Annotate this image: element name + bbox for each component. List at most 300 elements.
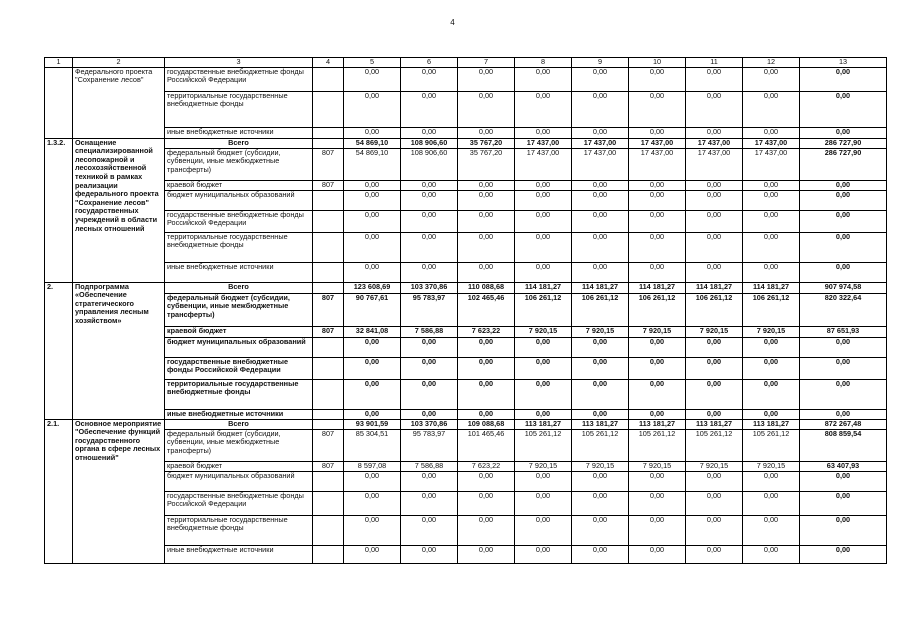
total-cell: 0,00 bbox=[800, 409, 887, 419]
amount-cell: 0,00 bbox=[743, 180, 800, 190]
amount-cell: 35 767,20 bbox=[458, 148, 515, 180]
total-cell: 872 267,48 bbox=[800, 419, 887, 429]
amount-cell: 7 920,15 bbox=[515, 326, 572, 337]
amount-cell: 0,00 bbox=[572, 127, 629, 138]
funding-source-cell: краевой бюджет bbox=[165, 326, 313, 337]
column-number-header: 13 bbox=[800, 58, 887, 68]
amount-cell: 54 869,10 bbox=[344, 148, 401, 180]
funding-source-cell: государственные внебюджетные фонды Российской Федерации bbox=[165, 210, 313, 232]
amount-cell: 7 920,15 bbox=[572, 326, 629, 337]
admin-code-cell: 807 bbox=[313, 429, 344, 461]
amount-cell: 32 841,08 bbox=[344, 326, 401, 337]
amount-cell: 17 437,00 bbox=[629, 148, 686, 180]
table-row bbox=[45, 419, 887, 429]
funding-source-cell: федеральный бюджет (субсидии, субвенции, иные межбюджетные трансферты) bbox=[165, 429, 313, 461]
amount-cell: 103 370,86 bbox=[401, 282, 458, 293]
total-cell: 808 859,54 bbox=[800, 429, 887, 461]
funding-source-cell: государственные внебюджетные фонды Российской Федерации bbox=[165, 491, 313, 515]
amount-cell: 0,00 bbox=[344, 409, 401, 419]
amount-cell: 0,00 bbox=[572, 337, 629, 357]
amount-cell: 0,00 bbox=[401, 127, 458, 138]
admin-code-cell bbox=[313, 190, 344, 210]
amount-cell: 17 437,00 bbox=[629, 138, 686, 148]
amount-cell: 108 906,60 bbox=[401, 138, 458, 148]
amount-cell: 114 181,27 bbox=[629, 282, 686, 293]
amount-cell: 85 304,51 bbox=[344, 429, 401, 461]
item-name-cell: Оснащение специализированной лесопожарной и лесохозяйственной техникой в рамках реализации федерального проекта "Сохранение лесов" государственных учреждений в области лесных отношений bbox=[73, 138, 165, 282]
amount-cell: 17 437,00 bbox=[572, 148, 629, 180]
table-row bbox=[45, 138, 887, 148]
funding-source-cell: территориальные государственные внебюджетные фонды bbox=[165, 232, 313, 262]
amount-cell: 0,00 bbox=[515, 515, 572, 545]
table-row bbox=[45, 379, 887, 409]
admin-code-cell bbox=[313, 67, 344, 91]
funding-source-cell: Всего bbox=[165, 282, 313, 293]
admin-code-cell bbox=[313, 491, 344, 515]
amount-cell: 0,00 bbox=[458, 232, 515, 262]
table-row bbox=[45, 91, 887, 127]
amount-cell: 105 261,12 bbox=[572, 429, 629, 461]
amount-cell: 0,00 bbox=[458, 127, 515, 138]
funding-source-cell: Всего bbox=[165, 419, 313, 429]
funding-source-cell: федеральный бюджет (субсидии, субвенции, иные межбюджетные трансферты) bbox=[165, 293, 313, 326]
amount-cell: 0,00 bbox=[572, 545, 629, 563]
amount-cell: 0,00 bbox=[572, 515, 629, 545]
amount-cell: 0,00 bbox=[629, 491, 686, 515]
amount-cell: 0,00 bbox=[743, 127, 800, 138]
total-cell: 286 727,90 bbox=[800, 148, 887, 180]
funding-source-cell: территориальные государственные внебюджетные фонды bbox=[165, 379, 313, 409]
amount-cell: 0,00 bbox=[629, 357, 686, 379]
funding-source-cell: иные внебюджетные источники bbox=[165, 262, 313, 282]
amount-cell: 17 437,00 bbox=[515, 148, 572, 180]
amount-cell: 0,00 bbox=[401, 471, 458, 491]
amount-cell: 0,00 bbox=[743, 357, 800, 379]
amount-cell: 17 437,00 bbox=[743, 138, 800, 148]
amount-cell: 0,00 bbox=[629, 180, 686, 190]
amount-cell: 113 181,27 bbox=[686, 419, 743, 429]
amount-cell: 0,00 bbox=[572, 232, 629, 262]
amount-cell: 95 783,97 bbox=[401, 429, 458, 461]
amount-cell: 114 181,27 bbox=[743, 282, 800, 293]
table-row bbox=[45, 293, 887, 326]
amount-cell: 0,00 bbox=[629, 409, 686, 419]
amount-cell: 35 767,20 bbox=[458, 138, 515, 148]
amount-cell: 0,00 bbox=[686, 180, 743, 190]
amount-cell: 106 261,12 bbox=[743, 293, 800, 326]
amount-cell: 0,00 bbox=[344, 91, 401, 127]
total-cell: 0,00 bbox=[800, 67, 887, 91]
amount-cell: 0,00 bbox=[344, 127, 401, 138]
amount-cell: 114 181,27 bbox=[686, 282, 743, 293]
amount-cell: 0,00 bbox=[344, 515, 401, 545]
amount-cell: 0,00 bbox=[515, 337, 572, 357]
table-row bbox=[45, 232, 887, 262]
total-cell: 0,00 bbox=[800, 127, 887, 138]
amount-cell: 0,00 bbox=[572, 471, 629, 491]
item-number-cell: 2. bbox=[45, 282, 73, 419]
table-row bbox=[45, 515, 887, 545]
amount-cell: 0,00 bbox=[572, 91, 629, 127]
amount-cell: 0,00 bbox=[572, 491, 629, 515]
amount-cell: 0,00 bbox=[743, 232, 800, 262]
amount-cell: 113 181,27 bbox=[572, 419, 629, 429]
funding-source-cell: территориальные государственные внебюджетные фонды bbox=[165, 515, 313, 545]
amount-cell: 106 261,12 bbox=[629, 293, 686, 326]
amount-cell: 0,00 bbox=[629, 515, 686, 545]
amount-cell: 0,00 bbox=[515, 127, 572, 138]
funding-source-cell: территориальные государственные внебюджетные фонды bbox=[165, 91, 313, 127]
table-row bbox=[45, 491, 887, 515]
amount-cell: 7 623,22 bbox=[458, 326, 515, 337]
amount-cell: 17 437,00 bbox=[686, 138, 743, 148]
amount-cell: 0,00 bbox=[401, 67, 458, 91]
amount-cell: 0,00 bbox=[572, 357, 629, 379]
amount-cell: 17 437,00 bbox=[572, 138, 629, 148]
amount-cell: 0,00 bbox=[743, 91, 800, 127]
funding-source-cell: Всего bbox=[165, 138, 313, 148]
amount-cell: 0,00 bbox=[458, 91, 515, 127]
amount-cell: 0,00 bbox=[401, 210, 458, 232]
amount-cell: 0,00 bbox=[686, 471, 743, 491]
amount-cell: 114 181,27 bbox=[572, 282, 629, 293]
amount-cell: 0,00 bbox=[629, 232, 686, 262]
admin-code-cell: 807 bbox=[313, 293, 344, 326]
amount-cell: 0,00 bbox=[572, 210, 629, 232]
amount-cell: 0,00 bbox=[515, 190, 572, 210]
amount-cell: 0,00 bbox=[629, 471, 686, 491]
page-number: 4 bbox=[450, 18, 455, 27]
total-cell: 0,00 bbox=[800, 357, 887, 379]
total-cell: 63 407,93 bbox=[800, 461, 887, 471]
table-body bbox=[45, 58, 887, 564]
amount-cell: 0,00 bbox=[515, 379, 572, 409]
amount-cell: 0,00 bbox=[401, 491, 458, 515]
amount-cell: 0,00 bbox=[344, 491, 401, 515]
amount-cell: 0,00 bbox=[629, 262, 686, 282]
amount-cell: 114 181,27 bbox=[515, 282, 572, 293]
column-number-header: 3 bbox=[165, 58, 313, 68]
amount-cell: 0,00 bbox=[458, 379, 515, 409]
admin-code-cell bbox=[313, 282, 344, 293]
total-cell: 0,00 bbox=[800, 337, 887, 357]
amount-cell: 0,00 bbox=[401, 190, 458, 210]
column-number-header: 1 bbox=[45, 58, 73, 68]
amount-cell: 0,00 bbox=[743, 471, 800, 491]
admin-code-cell bbox=[313, 419, 344, 429]
total-cell: 0,00 bbox=[800, 262, 887, 282]
amount-cell: 0,00 bbox=[686, 491, 743, 515]
amount-cell: 0,00 bbox=[344, 190, 401, 210]
amount-cell: 7 623,22 bbox=[458, 461, 515, 471]
admin-code-cell bbox=[313, 138, 344, 148]
funding-source-cell: государственные внебюджетные фонды Российской Федерации bbox=[165, 67, 313, 91]
amount-cell: 105 261,12 bbox=[743, 429, 800, 461]
amount-cell: 0,00 bbox=[515, 67, 572, 91]
table-row bbox=[45, 180, 887, 190]
column-number-header: 10 bbox=[629, 58, 686, 68]
table-row bbox=[45, 127, 887, 138]
item-number-cell: 2.1. bbox=[45, 419, 73, 563]
amount-cell: 7 920,15 bbox=[686, 461, 743, 471]
table-row bbox=[45, 357, 887, 379]
amount-cell: 0,00 bbox=[686, 515, 743, 545]
admin-code-cell: 807 bbox=[313, 180, 344, 190]
amount-cell: 0,00 bbox=[629, 210, 686, 232]
amount-cell: 0,00 bbox=[458, 409, 515, 419]
amount-cell: 0,00 bbox=[743, 67, 800, 91]
table-row bbox=[45, 545, 887, 563]
amount-cell: 0,00 bbox=[515, 180, 572, 190]
amount-cell: 8 597,08 bbox=[344, 461, 401, 471]
column-number-header: 8 bbox=[515, 58, 572, 68]
amount-cell: 0,00 bbox=[572, 409, 629, 419]
amount-cell: 95 783,97 bbox=[401, 293, 458, 326]
funding-source-cell: бюджет муниципальных образований bbox=[165, 471, 313, 491]
table-row bbox=[45, 262, 887, 282]
amount-cell: 0,00 bbox=[401, 515, 458, 545]
amount-cell: 0,00 bbox=[515, 262, 572, 282]
amount-cell: 0,00 bbox=[743, 491, 800, 515]
amount-cell: 0,00 bbox=[344, 180, 401, 190]
amount-cell: 108 906,60 bbox=[401, 148, 458, 180]
amount-cell: 0,00 bbox=[515, 232, 572, 262]
amount-cell: 0,00 bbox=[401, 91, 458, 127]
amount-cell: 0,00 bbox=[344, 210, 401, 232]
amount-cell: 102 465,46 bbox=[458, 293, 515, 326]
amount-cell: 0,00 bbox=[743, 379, 800, 409]
total-cell: 820 322,64 bbox=[800, 293, 887, 326]
amount-cell: 17 437,00 bbox=[743, 148, 800, 180]
amount-cell: 0,00 bbox=[401, 262, 458, 282]
amount-cell: 0,00 bbox=[572, 190, 629, 210]
admin-code-cell: 807 bbox=[313, 326, 344, 337]
amount-cell: 0,00 bbox=[344, 262, 401, 282]
amount-cell: 110 088,68 bbox=[458, 282, 515, 293]
amount-cell: 7 920,15 bbox=[686, 326, 743, 337]
amount-cell: 106 261,12 bbox=[572, 293, 629, 326]
amount-cell: 0,00 bbox=[686, 545, 743, 563]
admin-code-cell bbox=[313, 357, 344, 379]
amount-cell: 0,00 bbox=[686, 210, 743, 232]
amount-cell: 0,00 bbox=[401, 357, 458, 379]
amount-cell: 0,00 bbox=[458, 545, 515, 563]
amount-cell: 0,00 bbox=[572, 262, 629, 282]
amount-cell: 0,00 bbox=[515, 409, 572, 419]
amount-cell: 7 920,15 bbox=[629, 326, 686, 337]
amount-cell: 0,00 bbox=[686, 262, 743, 282]
amount-cell: 0,00 bbox=[515, 210, 572, 232]
amount-cell: 0,00 bbox=[458, 337, 515, 357]
table-row bbox=[45, 190, 887, 210]
amount-cell: 0,00 bbox=[572, 180, 629, 190]
amount-cell: 0,00 bbox=[344, 337, 401, 357]
admin-code-cell bbox=[313, 409, 344, 419]
amount-cell: 0,00 bbox=[743, 210, 800, 232]
item-number-cell bbox=[45, 67, 73, 138]
amount-cell: 0,00 bbox=[458, 491, 515, 515]
funding-source-cell: иные внебюджетные источники bbox=[165, 545, 313, 563]
item-name-cell: Основное мероприятие "Обеспечение функций государственного органа в сфере лесных отношений" bbox=[73, 419, 165, 563]
total-cell: 0,00 bbox=[800, 379, 887, 409]
amount-cell: 0,00 bbox=[629, 337, 686, 357]
column-number-header: 12 bbox=[743, 58, 800, 68]
amount-cell: 0,00 bbox=[686, 337, 743, 357]
column-number-header: 9 bbox=[572, 58, 629, 68]
amount-cell: 17 437,00 bbox=[515, 138, 572, 148]
amount-cell: 93 901,59 bbox=[344, 419, 401, 429]
admin-code-cell bbox=[313, 337, 344, 357]
amount-cell: 0,00 bbox=[629, 545, 686, 563]
admin-code-cell bbox=[313, 471, 344, 491]
amount-cell: 0,00 bbox=[458, 67, 515, 91]
total-cell: 0,00 bbox=[800, 190, 887, 210]
amount-cell: 0,00 bbox=[629, 91, 686, 127]
admin-code-cell bbox=[313, 515, 344, 545]
admin-code-cell bbox=[313, 545, 344, 563]
total-cell: 286 727,90 bbox=[800, 138, 887, 148]
amount-cell: 106 261,12 bbox=[686, 293, 743, 326]
amount-cell: 0,00 bbox=[344, 379, 401, 409]
table-row bbox=[45, 326, 887, 337]
column-number-header: 5 bbox=[344, 58, 401, 68]
amount-cell: 0,00 bbox=[686, 190, 743, 210]
total-cell: 87 651,93 bbox=[800, 326, 887, 337]
funding-source-cell: бюджет муниципальных образований bbox=[165, 190, 313, 210]
amount-cell: 7 920,15 bbox=[629, 461, 686, 471]
amount-cell: 90 767,61 bbox=[344, 293, 401, 326]
amount-cell: 7 920,15 bbox=[743, 326, 800, 337]
amount-cell: 113 181,27 bbox=[629, 419, 686, 429]
admin-code-cell bbox=[313, 262, 344, 282]
amount-cell: 0,00 bbox=[458, 190, 515, 210]
table-row bbox=[45, 429, 887, 461]
column-number-header: 11 bbox=[686, 58, 743, 68]
amount-cell: 7 586,88 bbox=[401, 461, 458, 471]
amount-cell: 106 261,12 bbox=[515, 293, 572, 326]
amount-cell: 0,00 bbox=[686, 409, 743, 419]
amount-cell: 0,00 bbox=[458, 262, 515, 282]
admin-code-cell bbox=[313, 379, 344, 409]
funding-source-cell: бюджет муниципальных образований bbox=[165, 337, 313, 357]
amount-cell: 113 181,27 bbox=[743, 419, 800, 429]
amount-cell: 0,00 bbox=[686, 379, 743, 409]
amount-cell: 0,00 bbox=[629, 379, 686, 409]
total-cell: 0,00 bbox=[800, 232, 887, 262]
column-number-header: 4 bbox=[313, 58, 344, 68]
amount-cell: 0,00 bbox=[629, 67, 686, 91]
amount-cell: 0,00 bbox=[458, 210, 515, 232]
item-name-cell: Подпрограмма «Обеспечение стратегического управления лесным хозяйством» bbox=[73, 282, 165, 419]
amount-cell: 0,00 bbox=[743, 515, 800, 545]
column-number-header: 7 bbox=[458, 58, 515, 68]
total-cell: 907 974,58 bbox=[800, 282, 887, 293]
amount-cell: 0,00 bbox=[344, 545, 401, 563]
admin-code-cell: 807 bbox=[313, 461, 344, 471]
amount-cell: 0,00 bbox=[629, 190, 686, 210]
amount-cell: 0,00 bbox=[515, 471, 572, 491]
amount-cell: 123 608,69 bbox=[344, 282, 401, 293]
amount-cell: 0,00 bbox=[344, 357, 401, 379]
amount-cell: 0,00 bbox=[629, 127, 686, 138]
amount-cell: 105 261,12 bbox=[686, 429, 743, 461]
amount-cell: 0,00 bbox=[458, 357, 515, 379]
amount-cell: 0,00 bbox=[401, 379, 458, 409]
amount-cell: 0,00 bbox=[344, 471, 401, 491]
admin-code-cell bbox=[313, 127, 344, 138]
amount-cell: 7 920,15 bbox=[572, 461, 629, 471]
funding-source-cell: государственные внебюджетные фонды Российской Федерации bbox=[165, 357, 313, 379]
amount-cell: 0,00 bbox=[743, 337, 800, 357]
amount-cell: 0,00 bbox=[458, 515, 515, 545]
table-row bbox=[45, 471, 887, 491]
funding-source-cell: краевой бюджет bbox=[165, 461, 313, 471]
funding-source-cell: федеральный бюджет (субсидии, субвенции, иные межбюджетные трансферты) bbox=[165, 148, 313, 180]
amount-cell: 105 261,12 bbox=[515, 429, 572, 461]
table-row bbox=[45, 461, 887, 471]
column-number-header: 2 bbox=[73, 58, 165, 68]
table-row bbox=[45, 210, 887, 232]
total-cell: 0,00 bbox=[800, 491, 887, 515]
amount-cell: 0,00 bbox=[686, 127, 743, 138]
amount-cell: 0,00 bbox=[686, 67, 743, 91]
amount-cell: 0,00 bbox=[344, 67, 401, 91]
amount-cell: 0,00 bbox=[401, 409, 458, 419]
item-name-cell: Федерального проекта "Сохранение лесов" bbox=[73, 67, 165, 138]
amount-cell: 0,00 bbox=[743, 262, 800, 282]
amount-cell: 0,00 bbox=[515, 357, 572, 379]
header-row bbox=[45, 58, 887, 68]
amount-cell: 109 088,68 bbox=[458, 419, 515, 429]
total-cell: 0,00 bbox=[800, 545, 887, 563]
amount-cell: 103 370,86 bbox=[401, 419, 458, 429]
funding-source-cell: краевой бюджет bbox=[165, 180, 313, 190]
admin-code-cell bbox=[313, 210, 344, 232]
amount-cell: 0,00 bbox=[401, 180, 458, 190]
total-cell: 0,00 bbox=[800, 515, 887, 545]
total-cell: 0,00 bbox=[800, 471, 887, 491]
amount-cell: 17 437,00 bbox=[686, 148, 743, 180]
amount-cell: 0,00 bbox=[401, 337, 458, 357]
amount-cell: 0,00 bbox=[515, 91, 572, 127]
amount-cell: 0,00 bbox=[515, 545, 572, 563]
admin-code-cell: 807 bbox=[313, 148, 344, 180]
total-cell: 0,00 bbox=[800, 180, 887, 190]
amount-cell: 0,00 bbox=[458, 180, 515, 190]
amount-cell: 0,00 bbox=[344, 232, 401, 262]
amount-cell: 0,00 bbox=[686, 232, 743, 262]
amount-cell: 7 586,88 bbox=[401, 326, 458, 337]
amount-cell: 0,00 bbox=[572, 379, 629, 409]
table-row bbox=[45, 67, 887, 91]
amount-cell: 0,00 bbox=[458, 471, 515, 491]
total-cell: 0,00 bbox=[800, 91, 887, 127]
amount-cell: 0,00 bbox=[572, 67, 629, 91]
funding-source-cell: иные внебюджетные источники bbox=[165, 127, 313, 138]
amount-cell: 0,00 bbox=[743, 545, 800, 563]
amount-cell: 54 869,10 bbox=[344, 138, 401, 148]
column-number-header: 6 bbox=[401, 58, 458, 68]
total-cell: 0,00 bbox=[800, 210, 887, 232]
admin-code-cell bbox=[313, 232, 344, 262]
item-number-cell: 1.3.2. bbox=[45, 138, 73, 282]
amount-cell: 0,00 bbox=[686, 91, 743, 127]
amount-cell: 0,00 bbox=[686, 357, 743, 379]
admin-code-cell bbox=[313, 91, 344, 127]
amount-cell: 7 920,15 bbox=[743, 461, 800, 471]
amount-cell: 113 181,27 bbox=[515, 419, 572, 429]
amount-cell: 0,00 bbox=[401, 232, 458, 262]
